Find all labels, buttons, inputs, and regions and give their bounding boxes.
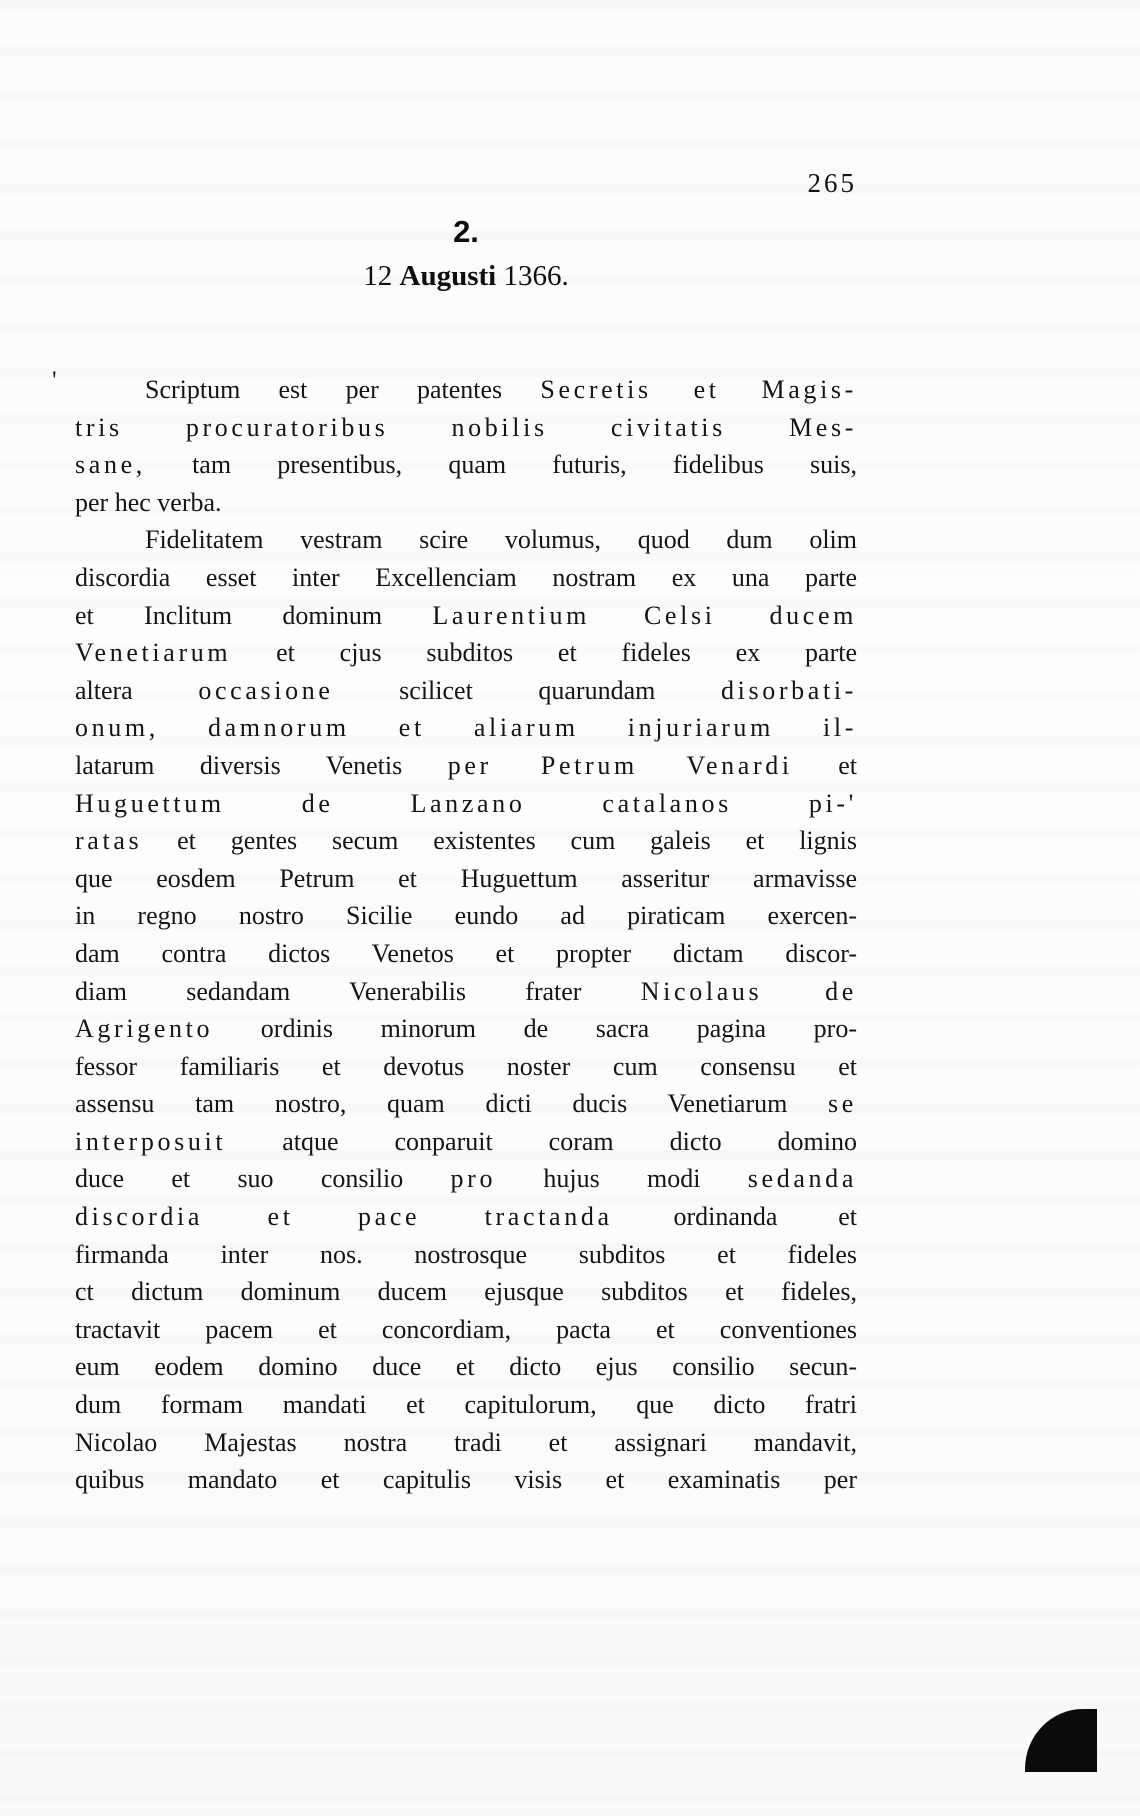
text-segment: tam presentibus, quam futuris, fidelibus suis,: [145, 450, 857, 480]
body-text: [75, 371, 857, 1499]
text-line: [75, 897, 857, 935]
margin-tick-mark: ': [52, 366, 57, 395]
text-segment: ordinis minorum de sacra pagina pro-: [213, 1014, 857, 1044]
text-line: [75, 1461, 857, 1499]
text-line: [75, 1085, 857, 1123]
text-segment: Fidelitatem vestram scire volumus, quod dum olim: [145, 525, 857, 555]
date-year: 1366.: [503, 260, 569, 292]
text-line: [75, 709, 857, 747]
text-line: [75, 1123, 857, 1161]
text-segment: duce et suo consilio: [75, 1164, 451, 1194]
letterspaced-text: ratas: [75, 826, 143, 856]
text-line: [75, 1198, 857, 1236]
text-segment: eum eodem domino duce et dicto ejus consilio secun-: [75, 1352, 857, 1382]
text-segment: Scriptum est per patentes: [145, 375, 541, 404]
text-segment: dum formam mandati et capitulorum, que dicto fratri: [75, 1390, 857, 1420]
date-heading: [75, 260, 857, 293]
text-segment: fessor familiaris et devotus noster cum consensu et: [75, 1051, 857, 1081]
text-segment: discordia esset inter Excellenciam nostram ex una parte: [75, 562, 857, 592]
text-line: [75, 1311, 857, 1349]
text-line: [75, 634, 857, 672]
text-line: [75, 1424, 857, 1462]
text-line: [75, 1048, 857, 1086]
text-line: [75, 1010, 857, 1048]
letterspaced-text: per Petrum Venardi: [447, 750, 793, 780]
text-segment: ct dictum dominum ducem ejusque subditos et fideles,: [75, 1277, 857, 1307]
text-segment: in regno nostro Sicilie eundo ad piraticam exercen-: [75, 901, 857, 931]
text-segment: quibus mandato et capitulis visis et examinatis per: [75, 1465, 857, 1495]
text-line: [75, 935, 857, 973]
letterspaced-text: interposuit: [75, 1126, 227, 1156]
text-segment: scilicet quarundam: [333, 675, 721, 705]
text-segment: firmanda inter nos. nostrosque subditos et fideles: [75, 1239, 857, 1269]
text-segment: atque conparuit coram dicto domino: [226, 1126, 857, 1156]
text-segment: altera: [75, 675, 199, 705]
page-corner-mark: [1025, 1709, 1097, 1772]
letterspaced-text: Venetiarum: [75, 638, 232, 668]
letterspaced-text: Laurentium Celsi ducem: [432, 600, 858, 630]
letterspaced-text: Huguettum de Lanzano catalanos pi-': [75, 788, 857, 818]
text-line: [75, 597, 857, 635]
letterspaced-text: discordia et pace tractanda: [75, 1202, 613, 1232]
letterspaced-text: onum, damnorum et aliarum injuriarum il-: [75, 713, 857, 743]
text-line: [75, 409, 857, 447]
text-segment: que eosdem Petrum et Huguettum asseritur armavisse: [75, 863, 857, 893]
text-segment: latarum diversis Venetis: [75, 750, 448, 780]
letterspaced-text: sane,: [75, 450, 146, 480]
letterspaced-text: Nicolaus de: [640, 976, 857, 1006]
text-segment: per hec verba.: [75, 487, 222, 517]
text-line: [75, 672, 857, 710]
letterspaced-text: sedanda: [747, 1164, 857, 1194]
letterspaced-text: occasione: [198, 675, 334, 705]
text-segment: diam sedandam Venerabilis frater: [75, 976, 641, 1006]
text-line: [75, 785, 857, 823]
text-line: [75, 973, 857, 1011]
letterspaced-text: se: [828, 1089, 857, 1119]
text-segment: Nicolao Majestas nostra tradi et assignari mandavit,: [75, 1427, 857, 1457]
text-segment: ordinanda et: [612, 1202, 857, 1232]
text-line: [75, 446, 857, 484]
letterspaced-text: Secretis et Magis-: [540, 375, 857, 404]
text-segment: et Inclitum dominum: [75, 600, 433, 630]
letterspaced-text: Agrigento: [75, 1014, 214, 1044]
text-line: [75, 860, 857, 898]
text-segment: et gentes secum existentes cum galeis et lignis: [142, 826, 857, 856]
date-day: 12: [363, 260, 393, 292]
text-line: [75, 559, 857, 597]
text-line: [75, 484, 857, 522]
text-segment: tractavit pacem et concordiam, pacta et conventiones: [75, 1314, 857, 1344]
text-segment: et: [792, 750, 857, 780]
text-line: [75, 1348, 857, 1386]
section-heading: 2.: [453, 214, 479, 249]
letterspaced-text: pro: [450, 1164, 497, 1194]
text-line: [75, 747, 857, 785]
text-line: [75, 1273, 857, 1311]
text-segment: et cjus subditos et fideles ex parte: [231, 638, 857, 668]
page-number: 265: [807, 168, 857, 198]
text-line: [75, 1386, 857, 1424]
text-line: [75, 371, 857, 409]
letterspaced-text: disorbati-: [720, 675, 857, 705]
text-line: [75, 1236, 857, 1274]
text-segment: hujus modi: [496, 1164, 748, 1194]
letterspaced-text: tris procuratoribus nobilis civitatis Mes-: [75, 412, 857, 442]
text-segment: assensu tam nostro, quam dicti ducis Venetiarum: [75, 1089, 829, 1119]
text-line: [75, 521, 857, 559]
text-line: [75, 1160, 857, 1198]
text-line: [75, 822, 857, 860]
date-month: Augusti: [399, 260, 497, 292]
text-segment: dam contra dictos Venetos et propter dictam discor-: [75, 938, 857, 968]
